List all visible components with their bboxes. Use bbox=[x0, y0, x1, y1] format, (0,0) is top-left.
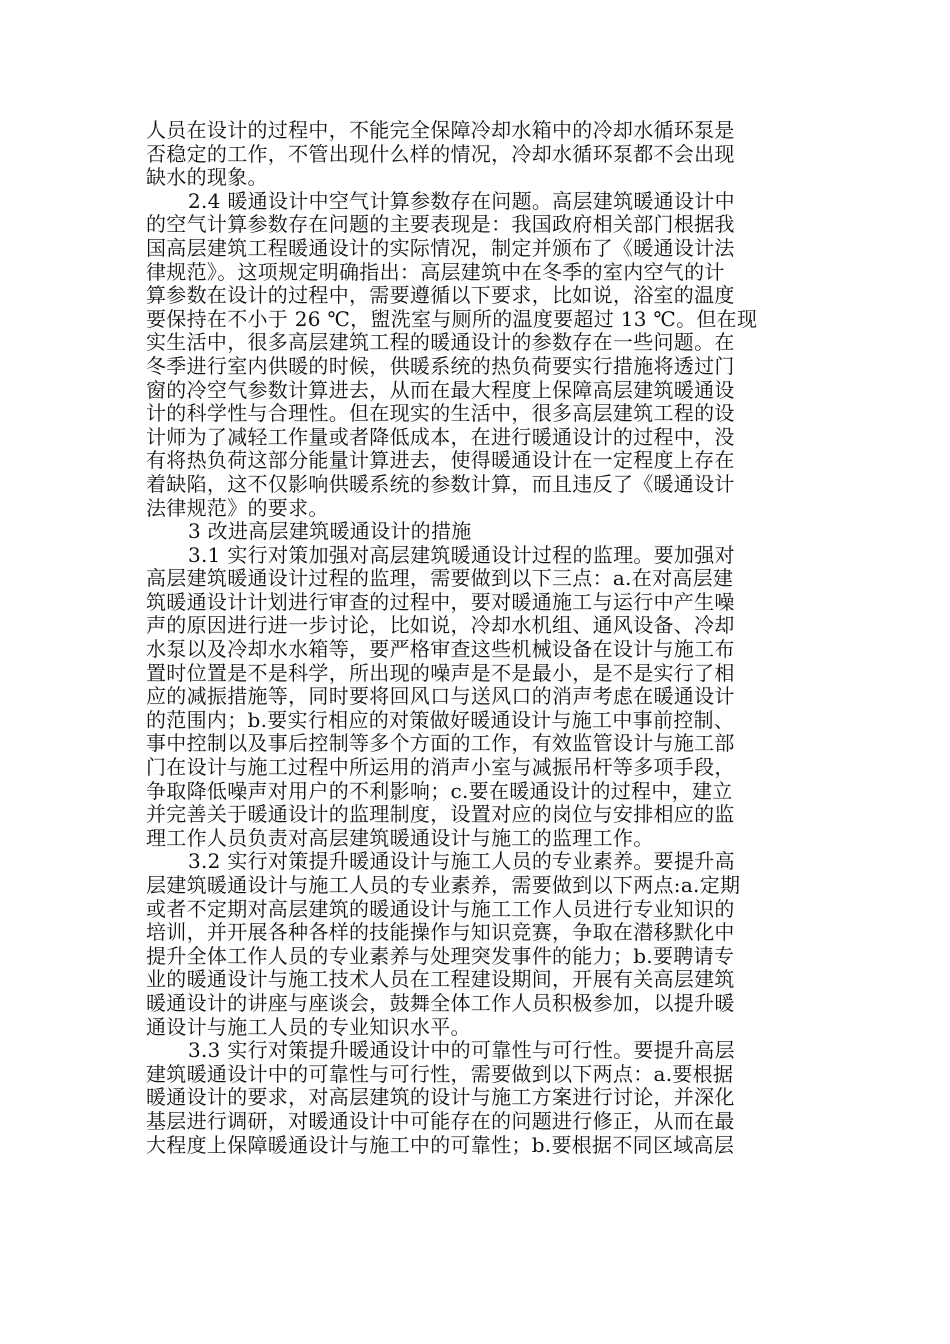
text-line: 的范围内；b.要实行相应的对策做好暖通设计与施工中事前控制、 bbox=[146, 708, 735, 732]
text-line: 置时位置是不是科学，所出现的噪声是不是最小，是不是实行了相 bbox=[146, 661, 735, 685]
text-line: 应的减振措施等，同时要将回风口与送风口的消声考虑在暖通设计 bbox=[146, 685, 735, 709]
text-line: 通设计与施工人员的专业知识水平。 bbox=[146, 1015, 471, 1039]
text-line: 着缺陷，这不仅影响供暖系统的参数计算，而且违反了《暖通设计 bbox=[146, 472, 735, 496]
text-line: 并完善关于暖通设计的监理制度，设置对应的岗位与安排相应的监 bbox=[146, 803, 735, 827]
text-line: 争取降低噪声对用户的不利影响；c.要在暖通设计的过程中，建立 bbox=[146, 779, 733, 803]
text-line: 培训，并开展各种各样的技能操作与知识竞赛，争取在潜移默化中 bbox=[146, 921, 735, 945]
text-line: 窗的冷空气参数计算进去，从而在最大程度上保障高层建筑暖通设 bbox=[146, 378, 735, 402]
text-line: 水泵以及冷却水水箱等，要严格审查这些机械设备在设计与施工布 bbox=[146, 638, 735, 662]
paragraph-first-line: 2.4 暖通设计中空气计算参数存在问题。高层建筑暖通设计中 bbox=[188, 189, 735, 213]
text-line: 实生活中，很多高层建筑工程的暖通设计的参数存在一些问题。在 bbox=[146, 331, 735, 355]
text-line: 筑暖通设计计划进行审查的过程中，要对暖通施工与运行中产生噪 bbox=[146, 590, 735, 614]
paragraph-first-line: 3.2 实行对策提升暖通设计与施工人员的专业素养。要提升高 bbox=[188, 850, 735, 874]
text-line: 事中控制以及事后控制等多个方面的工作，有效监管设计与施工部 bbox=[146, 732, 735, 756]
text-line: 高层建筑暖通设计过程的监理，需要做到以下三点：a.在对高层建 bbox=[146, 567, 734, 591]
text-line: 要保持在不小于 26 ℃，盥洗室与厕所的温度要超过 13 ℃。但在现 bbox=[146, 307, 758, 331]
paragraph-first-line: 3.1 实行对策加强对高层建筑暖通设计过程的监理。要加强对 bbox=[188, 543, 735, 567]
text-line: 否稳定的工作，不管出现什么样的情况，冷却水循环泵都不会出现 bbox=[146, 142, 735, 166]
text-line: 有将热负荷这部分能量计算进去，使得暖通设计在一定程度上存在 bbox=[146, 449, 735, 473]
text-line: 理工作人员负责对高层建筑暖通设计与施工的监理工作。 bbox=[146, 826, 654, 850]
text-line: 层建筑暖通设计与施工人员的专业素养，需要做到以下两点:a.定期 bbox=[146, 874, 741, 897]
text-line: 法律规范》的要求。 bbox=[146, 496, 329, 520]
text-line: 缺水的现象。 bbox=[146, 166, 268, 190]
text-line: 提升全体工作人员的专业素养与处理突发事件的能力；b.要聘请专 bbox=[146, 944, 735, 968]
text-line: 建筑暖通设计中的可靠性与可行性，需要做到以下两点：a.要根据 bbox=[146, 1062, 734, 1086]
text-line: 计师为了减轻工作量或者降低成本，在进行暖通设计的过程中，没 bbox=[146, 425, 735, 449]
text-line: 业的暖通设计与施工技术人员在工程建设期间，开展有关高层建筑 bbox=[146, 968, 735, 992]
text-line: 声的原因进行进一步讨论，比如说，冷却水机组、通风设备、冷却 bbox=[146, 614, 735, 638]
text-line: 暖通设计的要求，对高层建筑的设计与施工方案进行讨论，并深化 bbox=[146, 1086, 735, 1110]
paragraph-first-line: 3.3 实行对策提升暖通设计中的可靠性与可行性。要提升高层 bbox=[188, 1039, 735, 1063]
text-line: 冬季进行室内供暖的时候，供暖系统的热负荷要实行措施将透过门 bbox=[146, 354, 735, 378]
text-line: 国高层建筑工程暖通设计的实际情况，制定并颁布了《暖通设计法 bbox=[146, 236, 735, 260]
text-line: 门在设计与施工过程中所运用的消声小室与减振吊杆等多项手段， bbox=[146, 756, 735, 780]
text-line: 暖通设计的讲座与座谈会，鼓舞全体工作人员积极参加，以提升暖 bbox=[146, 991, 735, 1015]
text-line: 基层进行调研，对暖通设计中可能存在的问题进行修正，从而在最 bbox=[146, 1109, 735, 1133]
paragraph-first-line: 3 改进高层建筑暖通设计的措施 bbox=[188, 520, 472, 544]
body-text bbox=[146, 119, 816, 1157]
text-line: 律规范》。这项规定明确指出：高层建筑中在冬季的室内空气的计 bbox=[146, 260, 725, 284]
text-line: 大程度上保障暖通设计与施工中的可靠性；b.要根据不同区域高层 bbox=[146, 1133, 735, 1157]
text-line: 或者不定期对高层建筑的暖通设计与施工工作人员进行专业知识的 bbox=[146, 897, 735, 921]
text-line: 计的科学性与合理性。但在现实的生活中，很多高层建筑工程的设 bbox=[146, 402, 735, 426]
text-line: 的空气计算参数存在问题的主要表现是：我国政府相关部门根据我 bbox=[146, 213, 735, 237]
text-line: 人员在设计的过程中，不能完全保障冷却水箱中的冷却水循环泵是 bbox=[146, 119, 735, 142]
text-line: 算参数在设计的过程中，需要遵循以下要求，比如说，浴室的温度 bbox=[146, 284, 735, 308]
